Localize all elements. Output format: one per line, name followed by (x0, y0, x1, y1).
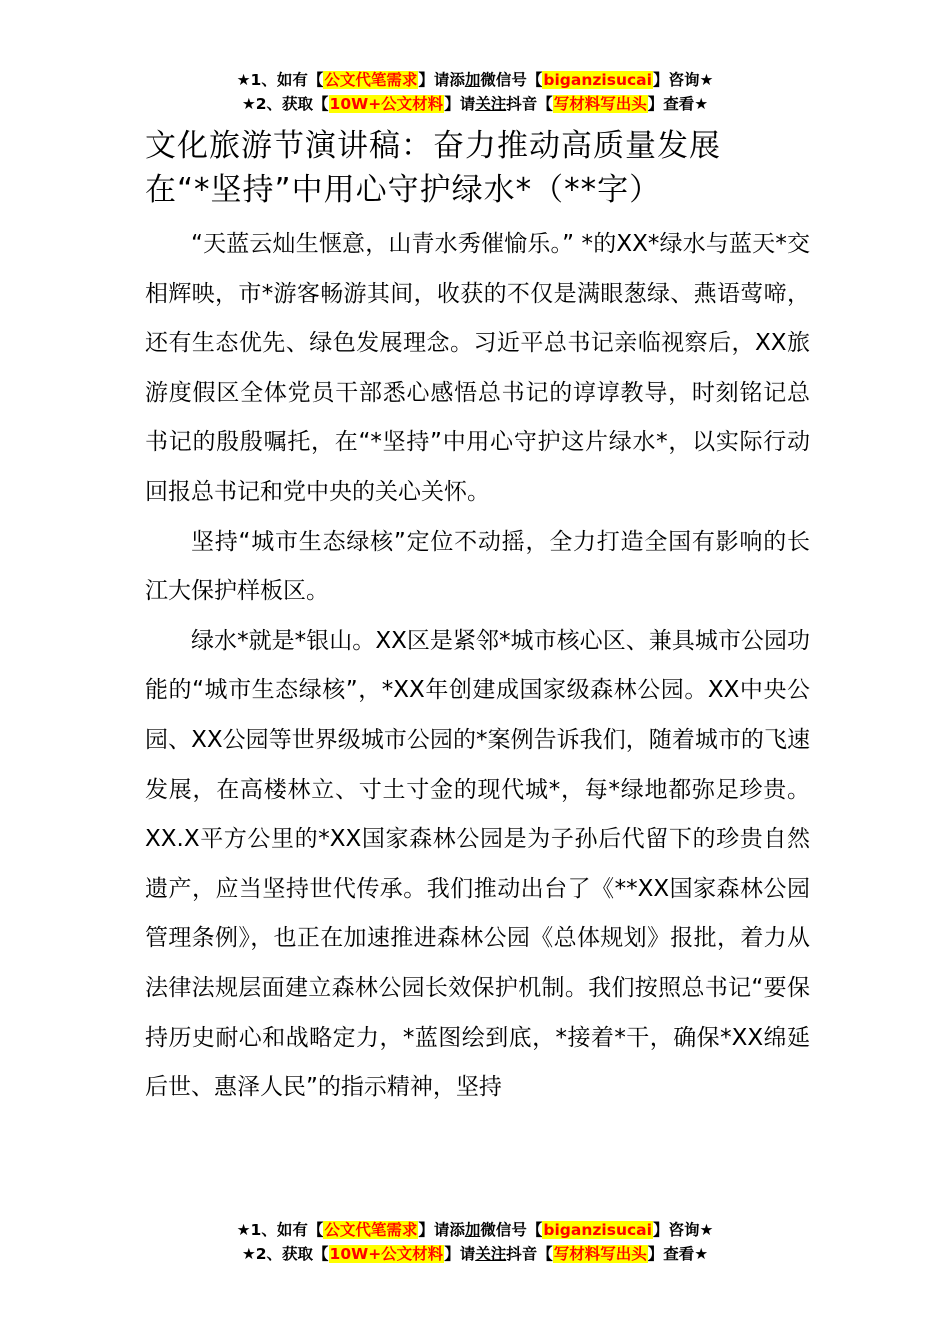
banner-highlight: 10W+公文材料 (329, 1245, 444, 1263)
header-banner (0, 68, 950, 116)
banner-underlined-text: 关注 (475, 1245, 507, 1263)
banner-text: ★1、如有【 (236, 71, 324, 89)
document-title (145, 124, 810, 212)
banner-text: ★2、获取【 (241, 1245, 329, 1263)
document-body (145, 124, 810, 1113)
banner-text: 抖音【 (506, 1245, 553, 1263)
banner-highlight: 公文代笔需求 (324, 1221, 418, 1239)
paragraph: “天蓝云灿生惬意，山青水秀催愉乐。” *的XX*绿水与蓝天*交相辉映，市*游客畅游其间，收获的不仅是满眼葱绿、燕语莺啼，还有生态优先、绿色发展理念。习近平总书记亲临视察后，XX旅游度假区全体党员干部悉心感悟总书记的谆谆教导，时刻铭记总书记的殷殷嘱托，在“*坚持”中用心守护这片绿水*，以实际行动回报总书记和党中央的关心关怀。 (145, 231, 810, 505)
banner-text: 】查看★ (647, 95, 709, 113)
paragraphs (145, 220, 810, 1113)
banner-text: 】请 (444, 95, 476, 113)
banner-underlined-text: 关注 (475, 95, 507, 113)
banner-text: 】查看★ (647, 1245, 709, 1263)
banner-line-1 (0, 68, 950, 92)
banner-line-2 (0, 1242, 950, 1266)
banner-text: 抖音【 (506, 95, 553, 113)
paragraph: 坚持“城市生态绿核”定位不动摇，全力打造全国有影响的长江大保护样板区。 (145, 528, 810, 605)
banner-underlined-text: 加 (464, 1221, 481, 1239)
banner-text: ★1、如有【 (236, 1221, 324, 1239)
banner-text: 】咨询★ (652, 1221, 714, 1239)
banner-highlight: 写材料写出头 (553, 1245, 647, 1263)
banner-highlight: 公文代笔需求 (324, 71, 418, 89)
paragraph: 绿水*就是*银山。XX区是紧邻*城市核心区、兼具城市公园功能的“城市生态绿核”，*XX年创建成国家级森林公园。XX中央公园、XX公园等世界级城市公园的*案例告诉我们，随着城市的飞速发展，在高楼林立、寸土寸金的现代城*，每*绿地都弥足珍贵。XX.X平方公里的*XX国家森林公园是为子孙后代留下的珍贵自然遗产，应当坚持世代传承。我们推动出台了《**XX国家森林公园管理条例》，也正在加速推进森林公园《总体规划》报批，着力从法律法规层面建立森林公园长效保护机制。我们按照总书记“要保持历史耐心和战略定力，*蓝图绘到底，*接着*干，确保*XX绵延后世、惠泽人民”的指示精神，坚持 (145, 627, 810, 1101)
banner-highlight: 写材料写出头 (553, 95, 647, 113)
banner-text: ★2、获取【 (241, 95, 329, 113)
banner-text: 微信号【 (480, 1221, 543, 1239)
banner-highlight: 10W+公文材料 (329, 95, 444, 113)
footer-banner (0, 1218, 950, 1266)
banner-highlight: biganzisucai (543, 71, 652, 89)
banner-text: 】请添 (418, 71, 465, 89)
banner-text: 】咨询★ (652, 71, 714, 89)
banner-text: 】请添 (418, 1221, 465, 1239)
title-line-2: 在“*坚持”中用心守护绿水*（**字） (145, 172, 662, 208)
banner-line-2 (0, 92, 950, 116)
banner-line-1 (0, 1218, 950, 1242)
title-line-1: 文化旅游节演讲稿：奋力推动高质量发展 (145, 128, 721, 164)
banner-highlight: biganzisucai (543, 1221, 652, 1239)
banner-text: 】请 (444, 1245, 476, 1263)
banner-text: 微信号【 (480, 71, 543, 89)
banner-underlined-text: 加 (464, 71, 481, 89)
